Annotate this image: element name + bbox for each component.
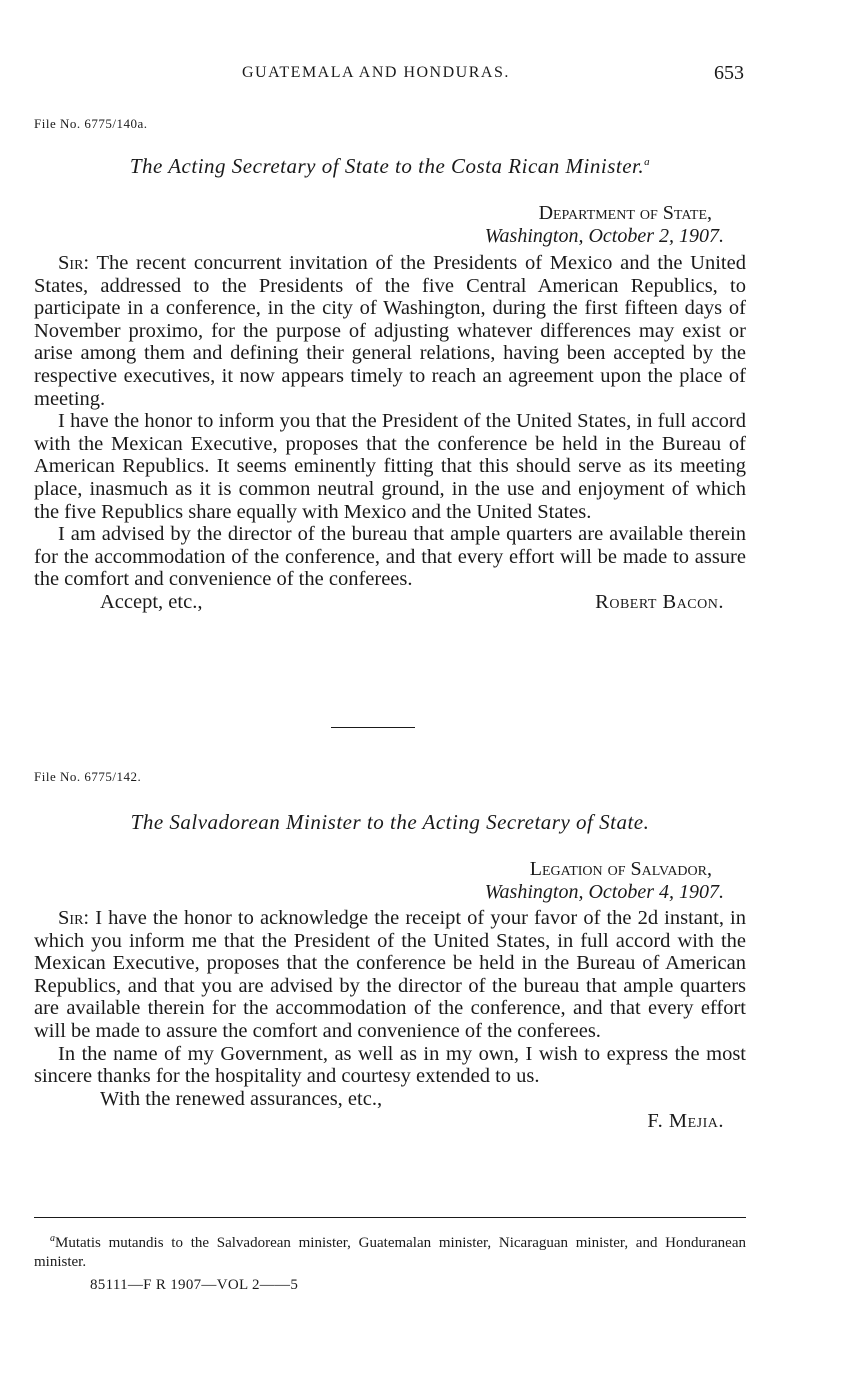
footnote-mark: a — [50, 1233, 55, 1244]
page-number: 653 — [714, 62, 744, 84]
letter2-heading: The Salvadorean Minister to the Acting Secretary of State. — [130, 810, 650, 834]
letter2-signature: F. Mejia. — [647, 1110, 724, 1133]
letter1-place-date: Washington, October 2, 1907. — [484, 225, 724, 247]
running-head — [34, 62, 746, 88]
letter1-footnote-ref: a — [644, 156, 651, 168]
letter1-closing: Accept, etc., — [100, 590, 203, 613]
letter2-paragraph-1-text: I have the honor to acknowledge the receipt of your favor of the 2d instant, in which you inform me that the President of the United States, in full accord with the Mexican Executive, proposes that the conference be held in the Bureau of American Republics, and that you are advised by the director of the bureau that ample quarters are available therein for the accommodation of the conference, and that every effort will be made to assure the comfort and convenience of the conferees. — [34, 907, 747, 1042]
letter1-salutation: Sir: — [58, 252, 90, 274]
letter1-file-number: File No. 6775/140a. — [34, 116, 148, 131]
letter1-paragraph-2: I have the honor to inform you that the President of the United States, in full accord with the Mexican Executive, proposes that the conference be held in the Bureau of American Republics. It seems eminently fitting that this should serve as its meeting place, inasmuch as it is common neutral ground, in the use and enjoyment of which the five Republics share equally with Mexico and the United States. — [34, 410, 746, 523]
letter1-body — [34, 252, 746, 614]
letter2-salutation: Sir: — [58, 907, 90, 929]
running-head-title: GUATEMALA AND HONDURAS. — [242, 64, 510, 81]
letter2-office: Legation of Salvador, — [529, 858, 712, 880]
letter2-place-date: Washington, October 4, 1907. — [484, 881, 724, 903]
letter1-paragraph-3: I am advised by the director of the bureau that ample quarters are available therein for the accommodation of the conference, and that every effort will be made to assure the comfort and convenience of the conferees. — [34, 523, 746, 591]
print-code: 85111—F R 1907—VOL 2——5 — [90, 1277, 299, 1293]
letter1-signature: Robert Bacon. — [595, 590, 724, 613]
footnote-text: Mutatis mutandis to the Salvadorean minister, Guatemalan minister, Nicaraguan minister, and Honduranean minister. — [34, 1235, 746, 1270]
letter2-closing: With the renewed assurances, etc., — [100, 1087, 383, 1110]
letter1-address-block — [485, 202, 724, 248]
section-separator — [331, 727, 415, 728]
letter2-paragraph-1 — [34, 907, 746, 1043]
letter2-paragraph-2: In the name of my Government, as well as in my own, I wish to express the most sincere thanks for the hospitality and courtesy extended to us. — [34, 1042, 746, 1088]
letter1-office: Department of State, — [538, 202, 712, 224]
footnote — [34, 1229, 746, 1272]
letter1-heading-text: The Acting Secretary of State to the Costa Rican Minister. — [129, 154, 645, 178]
letter1-paragraph-1 — [34, 252, 746, 410]
letter2-body — [34, 907, 746, 1133]
letter2-file-number: File No. 6775/142. — [34, 769, 142, 784]
letter1-heading — [34, 154, 746, 179]
letter2-address-block — [485, 858, 724, 904]
footnote-rule — [34, 1217, 746, 1218]
letter1-paragraph-1-text: The recent concurrent invitation of the Presidents of Mexico and the United States, addressed to the Presidents of the five Central American Republics, to participate in a conference, in the city of Washington, during the first fifteen days of November proximo, for the purpose of adjusting whatever differences may exist or arise among them and defining their general relations, having been accepted by the respective executives, it now appears timely to reach an agreement upon the place of meeting. — [34, 252, 746, 410]
letter1-closing-line — [34, 591, 746, 614]
